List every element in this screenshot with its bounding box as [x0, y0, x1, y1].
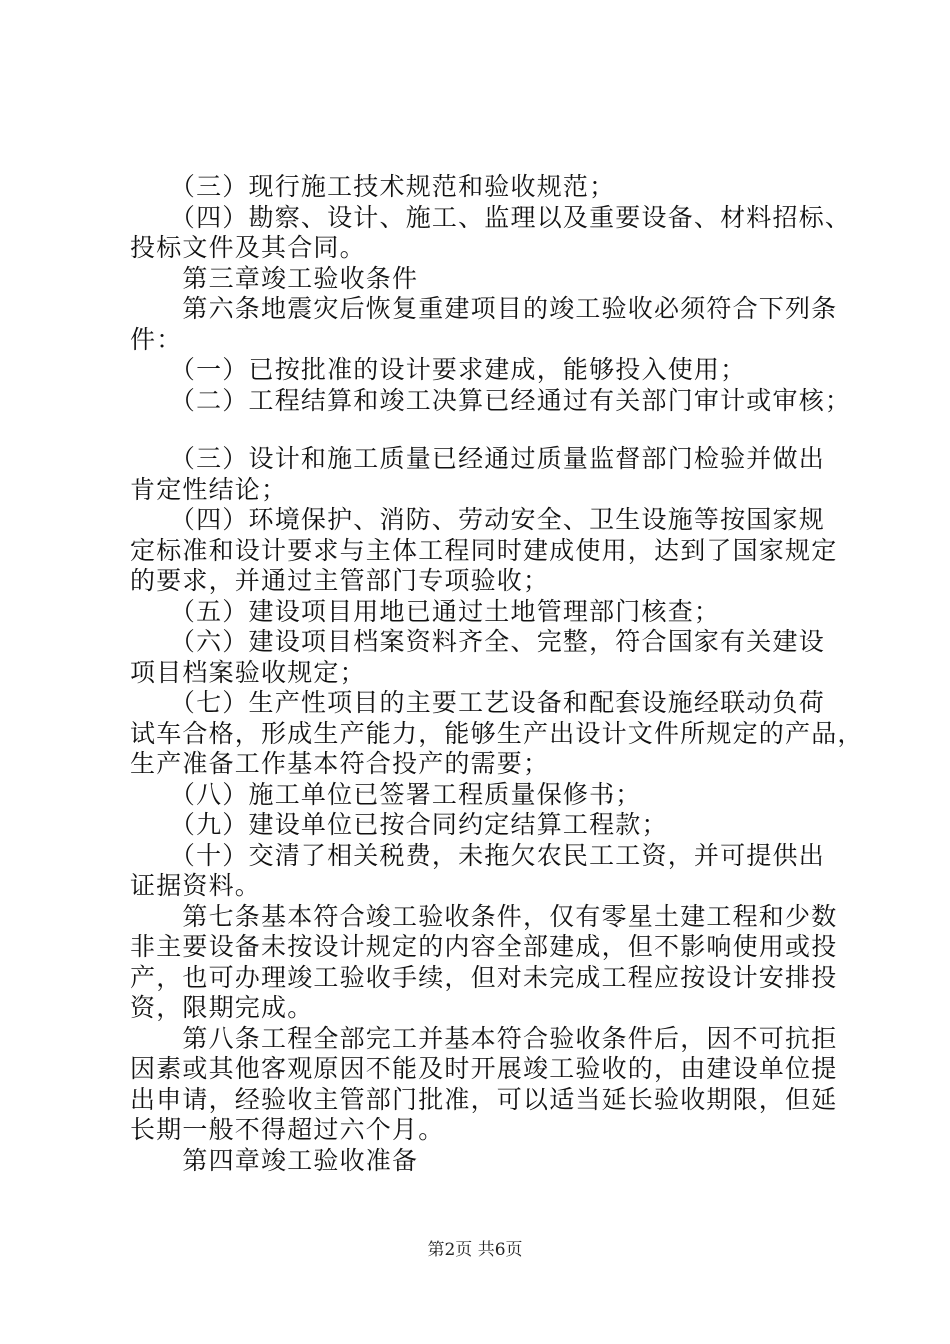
text-line: 投标文件及其合同。 — [130, 233, 366, 262]
text-line: 的要求，并通过主管部门专项验收； — [130, 566, 550, 595]
text-line: （三）设计和施工质量已经通过质量监督部门检验并做出 — [130, 444, 825, 473]
text-line: 项目档案验收规定； — [130, 657, 366, 687]
text-line: （七）生产性项目的主要工艺设备和配套设施经联动负荷 — [130, 688, 825, 717]
chapter-heading: 第四章竣工验收准备 — [130, 1145, 419, 1175]
text-line: 试车合格，形成生产能力，能够生产出设计文件所规定的产品， — [130, 718, 864, 748]
chapter-heading: 第三章竣工验收条件 — [130, 263, 419, 293]
text-line: （四）环境保护、消防、劳动安全、卫生设施等按国家规 — [130, 505, 825, 534]
text-line: （五）建设项目用地已通过土地管理部门核查； — [130, 596, 721, 626]
text-line: （一）已按批准的设计要求建成，能够投入使用； — [130, 355, 747, 384]
text-line: 产，也可办理竣工验收手续，但对未完成工程应按设计安排投 — [130, 962, 838, 992]
text-line: 生产准备工作基本符合投产的需要； — [130, 749, 550, 778]
article-line: 第六条地震灾后恢复重建项目的竣工验收必须符合下列条 — [130, 294, 838, 323]
article-line: 第八条工程全部完工并基本符合验收条件后，因不可抗拒 — [130, 1023, 838, 1053]
text-line: （十）交清了相关税费，未拖欠农民工工资，并可提供出 — [130, 840, 825, 870]
text-line: （六）建设项目档案资料齐全、完整，符合国家有关建设 — [130, 627, 825, 656]
text-line: 非主要设备未按设计规定的内容全部建成，但不影响使用或投 — [130, 932, 838, 961]
paragraph-gap — [130, 416, 850, 444]
text-line: （四）勘察、设计、施工、监理以及重要设备、材料招标、 — [130, 202, 852, 232]
text-line: （三）现行施工技术规范和验收规范； — [130, 172, 616, 201]
text-line: （二）工程结算和竣工决算已经通过有关部门审计或审核； — [130, 385, 852, 415]
page-number-footer: 第2页 共6页 — [427, 1240, 523, 1260]
text-line: （九）建设单位已按合同约定结算工程款； — [130, 810, 668, 839]
article-line: 第七条基本符合竣工验收条件，仅有零星土建工程和少数 — [130, 901, 838, 931]
text-line: 资，限期完成。 — [130, 993, 314, 1022]
text-line: 件： — [130, 324, 183, 354]
text-line: 因素或其他客观原因不能及时开展竣工验收的，由建设单位提 — [130, 1054, 838, 1083]
text-line: 证据资料。 — [130, 871, 262, 900]
text-line: 出申请，经验收主管部门批准，可以适当延长验收期限，但延 — [130, 1084, 838, 1114]
document-body — [130, 172, 864, 1176]
text-line: 定标准和设计要求与主体工程同时建成使用，达到了国家规定 — [130, 535, 838, 565]
text-line: 长期一般不得超过六个月。 — [130, 1115, 445, 1144]
text-line: （八）施工单位已签署工程质量保修书； — [130, 779, 642, 809]
text-line: 肯定性结论； — [130, 474, 288, 504]
